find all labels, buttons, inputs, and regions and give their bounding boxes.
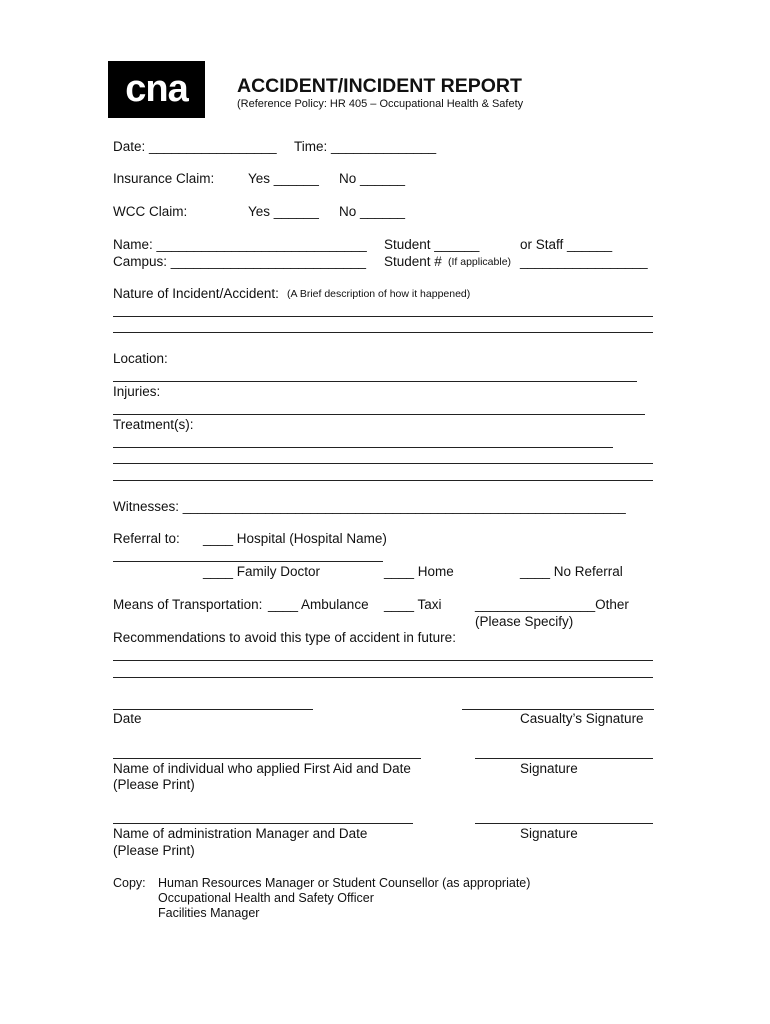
casualty-signature-line[interactable] — [462, 709, 654, 710]
student-number-field[interactable]: _________________ — [520, 254, 648, 269]
injuries-line[interactable] — [113, 414, 645, 415]
please-print-note: (Please Print) — [113, 777, 195, 792]
treatment-line-2[interactable] — [113, 463, 653, 464]
campus-field[interactable]: Campus: __________________________ — [113, 254, 366, 269]
admin-name-caption: Name of administration Manager and Date — [113, 826, 368, 841]
witnesses-field[interactable]: Witnesses: ___________________________________________________________ — [113, 499, 626, 514]
reference-policy: (Reference Policy: HR 405 – Occupational Health & Safety — [237, 98, 524, 110]
recommendations-line-1[interactable] — [113, 660, 653, 661]
treatment-label: Treatment(s): — [113, 417, 194, 432]
home-option[interactable]: ____ Home — [384, 564, 454, 579]
treatment-line-3[interactable] — [113, 480, 653, 481]
please-print-note: (Please Print) — [113, 843, 195, 858]
nature-label: Nature of Incident/Accident: — [113, 286, 279, 301]
form-title: ACCIDENT/INCIDENT REPORT — [237, 75, 522, 97]
date-field[interactable]: Date: _________________ — [113, 139, 277, 154]
location-line[interactable] — [113, 381, 637, 382]
hospital-name-line[interactable] — [113, 561, 383, 562]
copy-recipient: Occupational Health and Safety Officer — [158, 891, 374, 905]
cna-logo: cna — [108, 61, 205, 118]
location-label: Location: — [113, 351, 168, 366]
date-caption: Date — [113, 711, 142, 726]
ambulance-option[interactable]: ____ Ambulance — [268, 597, 369, 612]
recommendations-line-2[interactable] — [113, 677, 653, 678]
hospital-option[interactable]: ____ Hospital (Hospital Name) — [203, 531, 387, 546]
first-aid-signature-caption: Signature — [520, 761, 578, 776]
nature-line-1[interactable] — [113, 316, 653, 317]
transport-label: Means of Transportation: — [113, 597, 263, 612]
other-option[interactable]: ________________Other — [475, 597, 629, 612]
student-number-label: Student # — [384, 254, 442, 269]
referral-label: Referral to: — [113, 531, 180, 546]
wcc-claim-label: WCC Claim: — [113, 204, 188, 219]
nature-note: (A Brief description of how it happened) — [287, 288, 471, 300]
first-aid-signature-line[interactable] — [475, 758, 653, 759]
admin-signature-caption: Signature — [520, 826, 578, 841]
no-referral-option[interactable]: ____ No Referral — [520, 564, 623, 579]
insurance-no-field[interactable]: No ______ — [339, 171, 406, 186]
recommendations-label: Recommendations to avoid this type of accident in future: — [113, 630, 456, 645]
injuries-label: Injuries: — [113, 384, 161, 399]
staff-checkbox-field[interactable]: or Staff ______ — [520, 237, 613, 252]
if-applicable-note: (If applicable) — [448, 256, 512, 268]
insurance-claim-label: Insurance Claim: — [113, 171, 215, 186]
time-field[interactable]: Time: ______________ — [294, 139, 437, 154]
insurance-yes-field[interactable]: Yes ______ — [248, 171, 319, 186]
casualty-signature-caption: Casualty’s Signature — [520, 711, 644, 726]
family-doctor-option[interactable]: ____ Family Doctor — [203, 564, 321, 579]
first-aid-name-line[interactable] — [113, 758, 421, 759]
please-specify-note: (Please Specify) — [475, 614, 574, 629]
student-checkbox-field[interactable]: Student ______ — [384, 237, 480, 252]
taxi-option[interactable]: ____ Taxi — [384, 597, 442, 612]
name-field[interactable]: Name: ____________________________ — [113, 237, 367, 252]
wcc-no-field[interactable]: No ______ — [339, 204, 406, 219]
copy-label: Copy: — [113, 876, 146, 890]
wcc-yes-field[interactable]: Yes ______ — [248, 204, 319, 219]
copy-recipient: Facilities Manager — [158, 906, 260, 920]
admin-name-line[interactable] — [113, 823, 413, 824]
copy-recipient: Human Resources Manager or Student Counsellor (as appropriate) — [158, 876, 531, 890]
treatment-line-1[interactable] — [113, 447, 613, 448]
date-signature-line[interactable] — [113, 709, 313, 710]
first-aid-name-caption: Name of individual who applied First Aid and Date — [113, 761, 411, 776]
admin-signature-line[interactable] — [475, 823, 653, 824]
nature-line-2[interactable] — [113, 332, 653, 333]
